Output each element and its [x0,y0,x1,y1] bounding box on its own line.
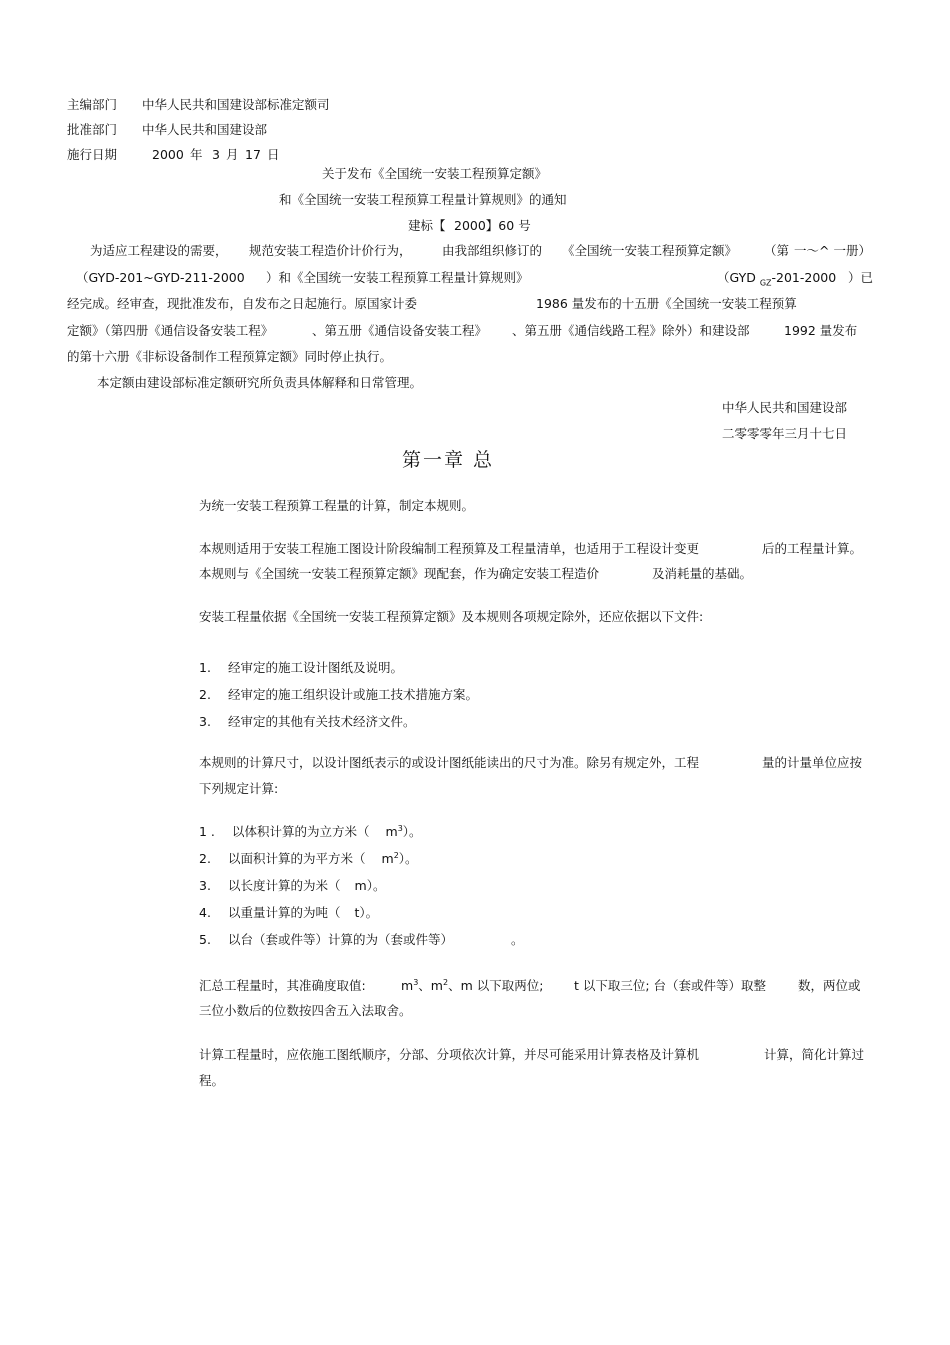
notice-title-line1: 关于发布《全国统一安装工程预算定额》 [322,166,548,181]
doc-item-2-text: 经审定的施工组织设计或施工技术措施方案。 [228,687,479,702]
chapter-s5-l1-e: t 以下取三位; 台（套或件等）取整 [574,978,767,993]
notice-p1-l2-c: （GYD $_{GZ}$-201-2000 [717,270,837,288]
notice-p2: 本定额由建设部标准定额研究所负责具体解释和日常管理。 [97,375,423,390]
chapter-s2-l2-a: 本规则与《全国统一安装工程预算定额》现配套，作为确定安装工程造价 [199,566,600,581]
unit-item-4-text: 以重量计算的为吨（ t）。 [228,905,379,920]
unit-item-3-text: 以长度计算的为米（ m）。 [228,878,386,893]
doc-item-3-num: 3. [199,714,211,729]
date-year-unit: 年 [190,147,203,162]
doc-item-2-num: 2. [199,687,211,702]
chapter-s2-l1-a: 本规则适用于安装工程施工图设计阶段编制工程预算及工程量清单，也适用于工程设计变更 [199,541,700,556]
notice-p1-l2-a: （GYD-201~GYD-211-2000 [76,270,245,285]
chapter-s4-l1-b: 量的计量单位应按 [762,755,863,770]
notice-p1-l4-a: 定额》（第四册《通信设备安装工程》 [67,323,274,338]
chapter-s1: 为统一安装工程预算工程量的计算，制定本规则。 [199,498,475,513]
chapter-s5-l1-b: $m^3$、$m^2$、m 以下取两位; [401,977,544,993]
chapter-s6-l2: 程。 [199,1073,225,1088]
editor-label: 主编部门 [67,97,118,112]
notice-p1-l5: 的第十六册《非标设备制作工程预算定额》同时停止执行。 [67,349,393,364]
approver-value: 中华人民共和国建设部 [142,122,268,137]
date-year: 2000 [152,147,184,162]
signature-date: 二零零零年三月十七日 [722,426,848,441]
notice-p1-l3-b: 1986 量发布的十五册《全国统一安装工程预算 [536,296,797,311]
unit-item-1-text: 以体积计算的为立方米（ $m^3$）。 [232,823,422,839]
notice-p1-l4-c: 、第五册《通信线路工程》除外）和建设部 [512,323,750,338]
unit-item-5-num: 5. [199,932,211,947]
notice-title-line2: 和《全国统一安装工程预算工程量计算规则》的通知 [279,192,567,207]
unit-item-4-num: 4. [199,905,211,920]
doc-number-prefix: 建标【 [408,218,446,233]
date-month-unit: 月 [226,147,239,162]
chapter-s6-l1-b: 计算，简化计算过 [764,1047,865,1062]
chapter-s2-l1-b: 后的工程量计算。 [762,541,863,556]
date-label: 施行日期 [67,147,118,162]
unit-item-2-num: 2. [199,851,211,866]
signature-org: 中华人民共和国建设部 [722,400,848,415]
doc-item-1-text: 经审定的施工设计图纸及说明。 [228,660,404,675]
notice-p1-l4-d: 1992 量发布 [784,323,858,338]
unit-item-1-num: 1 . [199,824,215,839]
chapter-s5-l1-f: 数，两位或 [798,978,861,993]
notice-p1-l1-a: 为适应工程建设的需要， [90,243,228,258]
chapter-s4-l2: 下列规定计算: [199,781,279,796]
notice-p1-l3-a: 经完成。经审查，现批准发布，自发布之日起施行。原国家计委 [67,296,418,311]
approver-label: 批准部门 [67,122,118,137]
chapter-s6-l1-a: 计算工程量时，应依施工图纸顺序，分部、分项依次计算，并尽可能采用计算表格及计算机 [199,1047,700,1062]
notice-p1-l1-e: （第 [764,243,790,258]
notice-p1-l1-d: 《全国统一安装工程预算定额》 [562,243,738,258]
chapter-s5-l1-a: 汇总工程量时，其准确度取值: [199,978,366,993]
unit-item-3-num: 3. [199,878,211,893]
chapter-s5-l2: 三位小数后的位数按四舍五入法取舍。 [199,1003,412,1018]
chapter-title: 第一章 总 [402,449,495,471]
doc-item-1-num: 1. [199,660,211,675]
notice-p1-l1-c: 由我部组织修订的 [442,243,543,258]
notice-p1-l1-f: 一～^ 一册） [794,243,871,258]
unit-item-5-text: 以台（套或件等）计算的为（套或件等） 。 [228,932,524,947]
date-day-unit: 日 [267,147,280,162]
chapter-s2-l2-b: 及消耗量的基础。 [652,566,753,581]
chapter-s3: 安装工程量依据《全国统一安装工程预算定额》及本规则各项规定除外，还应依据以下文件: [199,609,704,624]
notice-p1-l2-b: ）和《全国统一安装工程预算工程量计算规则》 [266,270,529,285]
notice-p1-l4-b: 、第五册《通信设备安装工程》 [312,323,488,338]
doc-item-3-text: 经审定的其他有关技术经济文件。 [228,714,416,729]
notice-p1-l2-e: ）已 [848,270,874,285]
unit-item-2-text: 以面积计算的为平方米（ $m^2$）。 [228,850,418,866]
doc-number: 2000】60 号 [454,218,531,233]
notice-p1-l1-b: 规范安装工程造价计价行为， [249,243,412,258]
date-month: 3 [212,147,220,162]
date-day: 17 [245,147,261,162]
editor-value: 中华人民共和国建设部标准定额司 [142,97,330,112]
chapter-s4-l1-a: 本规则的计算尺寸，以设计图纸表示的或设计图纸能读出的尺寸为准。除另有规定外，工程 [199,755,700,770]
